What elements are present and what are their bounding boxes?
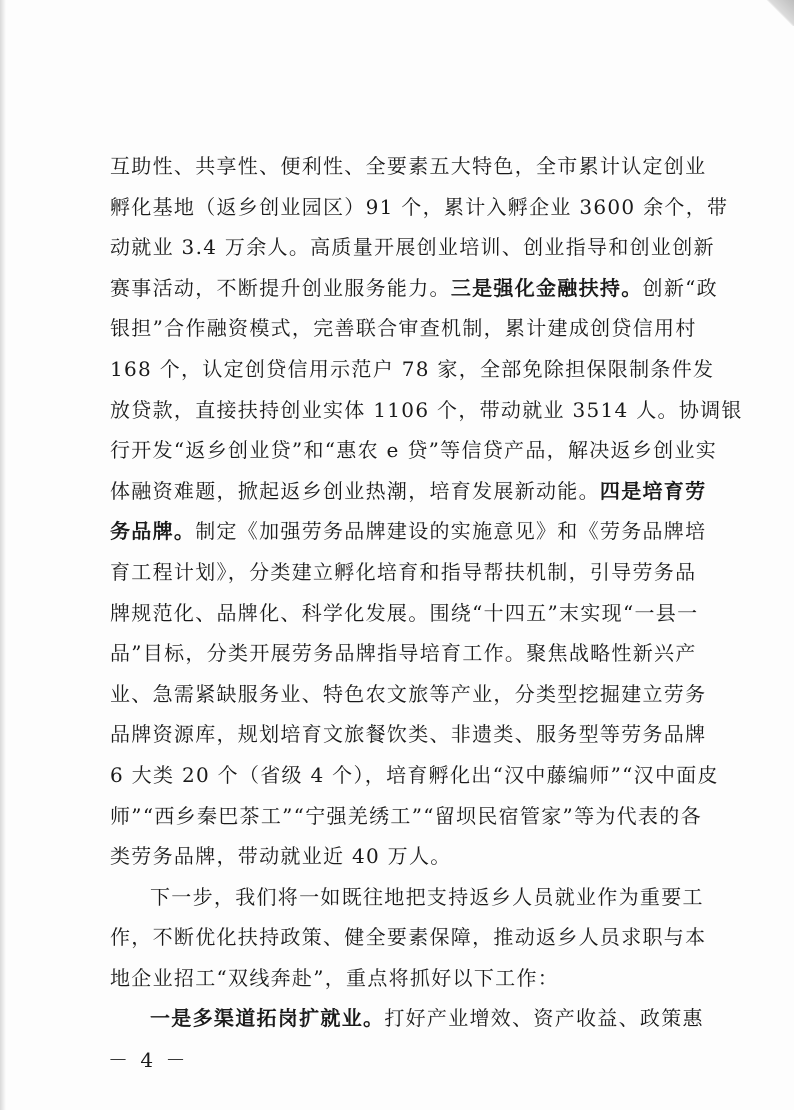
bold-heading: 务品牌。 [110, 519, 196, 544]
text-line [110, 796, 702, 837]
bold-heading: 四是培育劳 [599, 478, 707, 503]
text-line [110, 471, 707, 512]
text-segment: 互助性、共享性、便利性、全要素五大特色，全市累计认定创业 [110, 154, 707, 178]
text-segment: 品牌资源库，规划培育文旅餐饮类、非遗类、服务型等劳务品牌 [110, 722, 707, 747]
text-segment: 类劳务品牌，带动就业近 40 万人。 [110, 844, 452, 869]
text-line [110, 674, 707, 715]
text-segment: 师”“西乡秦巴茶工”“宁强羌绣工”“留坝民宿管家”等为代表的各 [110, 803, 702, 828]
text-line [110, 877, 704, 918]
text-line [110, 511, 707, 552]
text-line [110, 593, 699, 634]
text-line [110, 146, 707, 187]
text-segment: 打好产业增效、资产收益、政策惠 [384, 1006, 704, 1031]
text-segment: 6 大类 20 个（省级 4 个），培育孵化出“汉中藤编师”“汉中面皮 [110, 762, 719, 787]
text-segment: 168 个，认定创贷信用示范户 78 家，全部免除担保限制条件发 [110, 356, 715, 381]
text-segment: 下一步，我们将一如既往地把支持返乡人员就业作为重要工 [150, 884, 704, 909]
text-segment: 育工程计划》，分类建立孵化培育和指导帮扶机制，引导劳务品 [110, 559, 697, 584]
text-segment: 银担”合作融资模式，完善联合审查机制，累计建成创贷信用村 [110, 316, 697, 341]
text-segment: 体融资难题，掀起返乡创业热潮，培育发展新动能。 [110, 478, 600, 503]
text-line [110, 390, 743, 431]
text-line [110, 227, 715, 268]
text-segment: 放贷款，直接扶持创业实体 1106 个，带动就业 3514 人。协调银 [110, 397, 743, 422]
text-line [110, 268, 718, 309]
text-line [110, 430, 718, 471]
text-segment: 创新“政 [642, 275, 718, 300]
text-line [110, 349, 715, 390]
text-line [110, 633, 697, 674]
text-segment: 业、急需紧缺服务业、特色农文旅等产业，分类型挖掘建立劳务 [110, 681, 707, 706]
page-number: － 4 － [108, 1048, 189, 1072]
text-segment: 行开发“返乡创业贷”和“惠农 e 贷”等信贷产品，解决返乡创业实 [110, 438, 718, 463]
text-segment: 地企业招工“双线奔赴”，重点将抓好以下工作： [110, 965, 560, 990]
text-segment: 动就业 3.4 万余人。高质量开展创业培训、创业指导和创业创新 [110, 235, 715, 260]
text-segment: 牌规范化、品牌化、科学化发展。围绕“十四五”末实现“一县一 [110, 600, 699, 625]
text-line [110, 308, 697, 349]
text-segment: 制定《加强劳务品牌建设的实施意见》和《劳务品牌培 [195, 519, 707, 544]
text-segment: 孵化基地（返乡创业园区）91 个，累计入孵企业 3600 余个，带 [110, 194, 729, 219]
text-line [110, 917, 707, 958]
text-line [110, 958, 694, 999]
text-segment: 赛事活动，不断提升创业服务能力。 [110, 275, 451, 300]
body-text [110, 146, 743, 1039]
bold-heading: 一是多渠道拓岗扩就业。 [150, 1006, 385, 1031]
text-line [110, 187, 729, 228]
text-segment: 品”目标，分类开展劳务品牌指导培育工作。聚焦战略性新兴产 [110, 641, 697, 666]
text-line [110, 552, 697, 593]
scan-corner-fold [764, 0, 794, 26]
text-line [110, 755, 719, 796]
text-segment: 作，不断优化扶持政策、健全要素保障，推动返乡人员求职与本 [110, 925, 707, 950]
text-line [110, 836, 694, 877]
text-line [110, 998, 704, 1039]
text-line [110, 714, 707, 755]
bold-heading: 三是强化金融扶持。 [450, 275, 643, 300]
